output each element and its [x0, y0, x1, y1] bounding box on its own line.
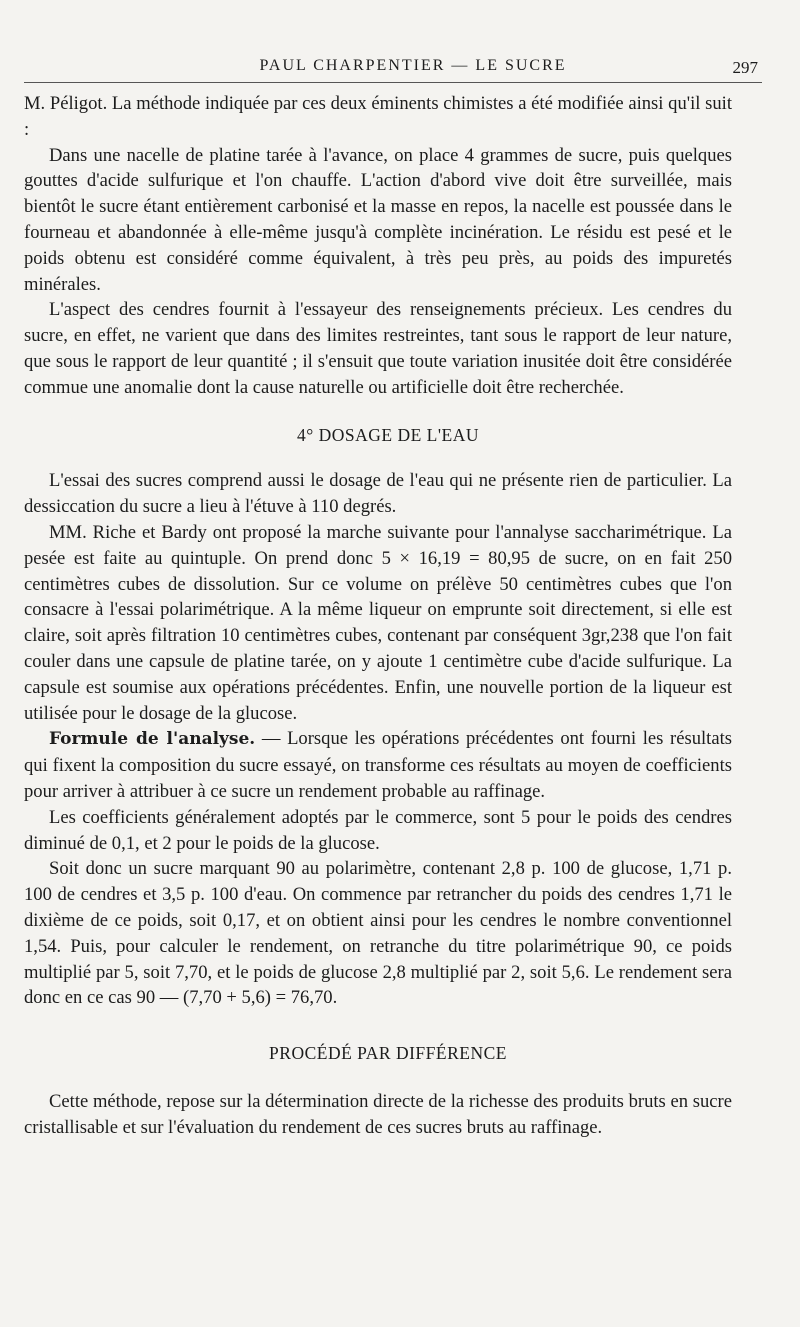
paragraph-dessiccation: L'essai des sucres comprend aussi le dosage de l'eau qui ne présente rien de particulier. La dessiccation du sucre a lieu à l'étuve à 110 degrés. — [24, 470, 732, 518]
section-heading-eau: 4° DOSAGE DE L'EAU — [297, 424, 479, 445]
formule-lead: Formule de l'analyse. — [49, 729, 256, 750]
paragraph-coefficients: Les coefficients généralement adoptés par le commerce, sont 5 pour le poids des cendres diminué de 0,1, et 2 pour le poids de la glucose. — [24, 806, 732, 854]
running-header — [24, 52, 762, 83]
paragraph-exemple: Soit donc un sucre marquant 90 au polarimètre, contenant 2,8 p. 100 de glucose, 1,71 p. 100 de cendres et 3,5 p. 100 d'eau. On commence par retrancher du poids des cendres 1,71 le dixième de ce poids, soit 0,17, et on obtient ainsi pour les cendres le nombre conventionnel 1,54. Puis, pour calculer le rendement, on retranche du titre polarimétrique 90, ce poids multiplié par 5, soit 7,70, et le poids de glucose 2,8 multiplié par 2, soit 5,6. Le rendement sera donc en ce cas 90 — (7,70 + 5,6) = 76,70. — [24, 858, 732, 1009]
paragraph-cendres: L'aspect des cendres fournit à l'essayeur des renseignements précieux. Les cendres du sucre, en effet, ne varient que dans des limites restreintes, tant sous le rapport de leur nature, que sous le rapport de leur quantité ; il s'ensuit que toute variation inusitée doit être considérée commue une anomalie dont la cause naturelle ou artificielle doit être recherchée. — [24, 299, 732, 398]
paragraph-riche-bardy: MM. Riche et Bardy ont proposé la marche suivante pour l'annalyse saccharimétrique. La pesée est faite au quintuple. On prend donc 5 × 16,19 = 80,95 de sucre, on en fait 250 centimètres cubes de dissolution. Sur ce volume on prélève 50 centimètres cubes que l'on consacre à l'essai polarimétrique. A la même liqueur on emprunte soit directement, si elle est claire, soit après filtration 10 centimètres cubes, contenant par conséquent 3gr,238 que l'on fait couler dans une capsule de platine tarée, on y ajoute 1 centimètre cube d'acide sulfurique. La capsule est soumise aux opérations précédentes. Enfin, une nouvelle portion de la liqueur est utilisée pour le dosage de la glucose. — [24, 521, 732, 724]
body-text — [24, 91, 732, 1140]
running-title: PAUL CHARPENTIER — LE SUCRE — [259, 57, 567, 74]
paragraph-nacelle: Dans une nacelle de platine tarée à l'avance, on place 4 grammes de sucre, puis quelques gouttes d'acide sulfurique et l'on chauffe. L'action d'abord vive doit être surveillée, mais bientôt le sucre étant entièrement carbonisé et la masse en repos, la nacelle est poussée dans le fourneau et abandonnée à elle-même jusqu'à complète incinération. Le résidu est pesé et le poids obtenu est considéré comme équivalent, à très peu près, au poids des impuretés minérales. — [24, 144, 732, 295]
paragraph-methode: Cette méthode, repose sur la détermination directe de la richesse des produits bruts en sucre cristallisable et sur l'évaluation du rendement de ces sucres bruts au raffinage. — [24, 1090, 732, 1138]
section-heading-difference: PROCÉDÉ PAR DIFFÉRENCE — [269, 1043, 507, 1064]
paragraph-formule — [24, 726, 732, 804]
formule-text: — Lorsque les opérations précédentes ont fourni les résultats qui fixent la composition du sucre essayé, on transforme ces résultats au moyen de coefficients pour arriver à attribuer à ce sucre un rendement probable au raffinage. — [24, 728, 732, 802]
paragraph-intro: M. Péligot. La méthode indiquée par ces deux éminents chimistes a été modifiée ainsi qu'il suit : — [24, 93, 732, 140]
page-number: 297 — [732, 58, 758, 77]
